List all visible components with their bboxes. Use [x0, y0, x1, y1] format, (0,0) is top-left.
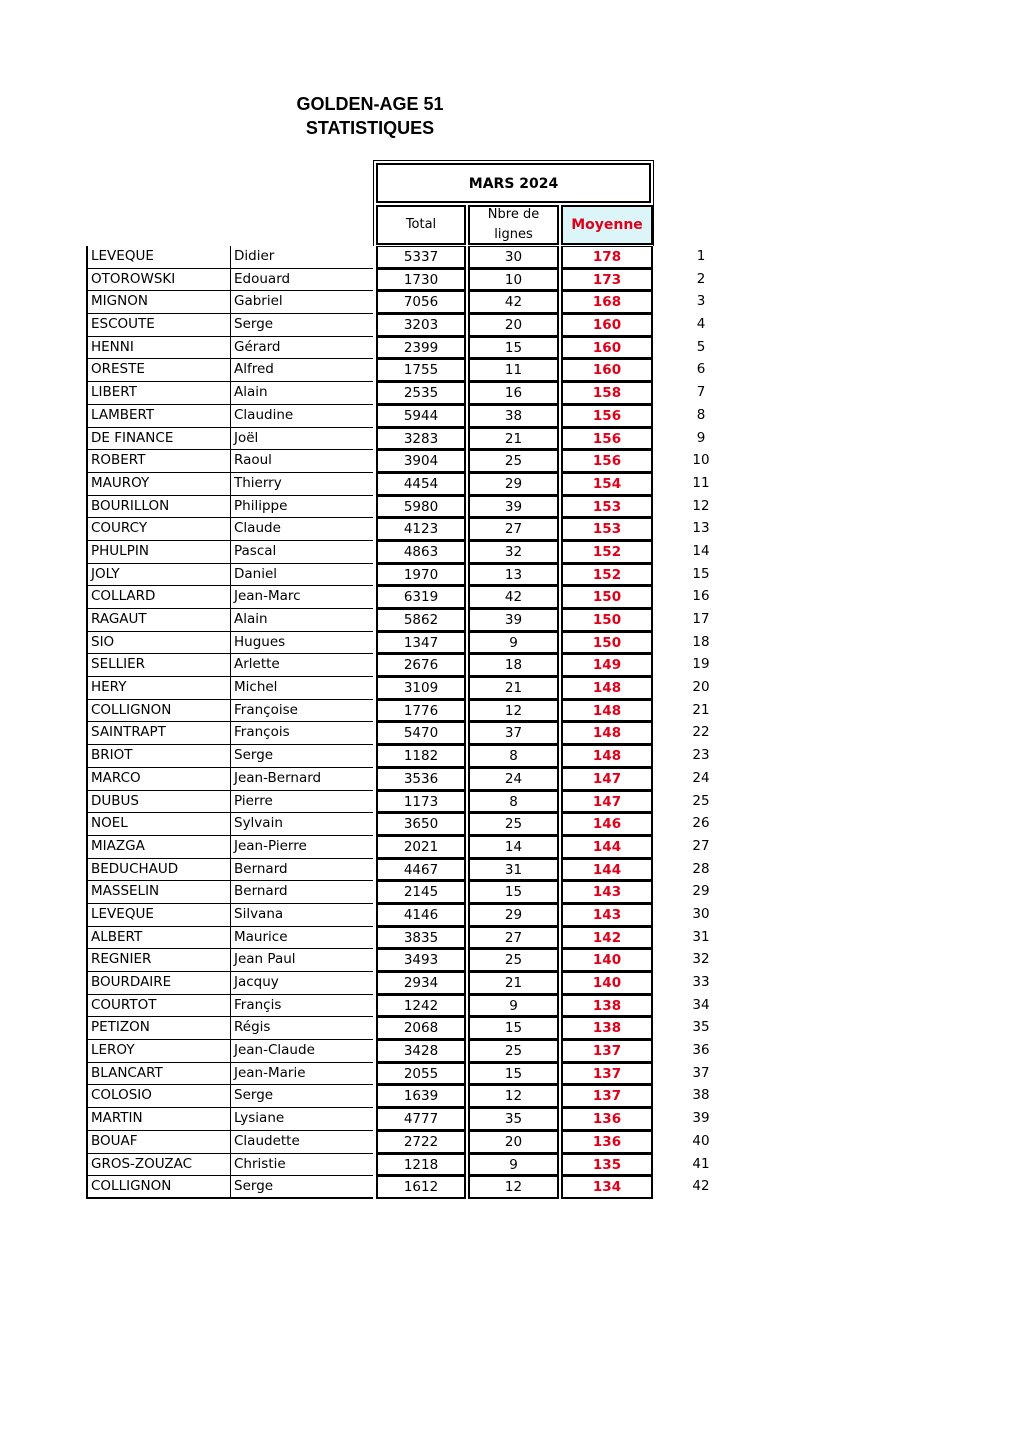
prenom-cell: Françoise	[230, 700, 373, 723]
total-cell: 1639	[376, 1085, 466, 1108]
total-cell: 3493	[376, 949, 466, 972]
nom-cell: NOEL	[86, 813, 230, 836]
rank-cell: 4	[696, 316, 706, 333]
prenom-cell: Pascal	[230, 541, 373, 564]
rank-cell: 37	[692, 1064, 710, 1081]
prenom-cell: Edouard	[230, 269, 373, 292]
prenom-cell: Daniel	[230, 564, 373, 587]
lignes-column-header	[468, 205, 559, 245]
nom-cell: COURTOT	[86, 995, 230, 1018]
moyenne-cell: 138	[561, 995, 653, 1018]
prenom-cell: Christie	[230, 1154, 373, 1177]
lignes-cell: 10	[468, 269, 559, 292]
nom-cell: MASSELIN	[86, 881, 230, 904]
nom-cell: LEVEQUE	[86, 904, 230, 927]
lignes-cell: 32	[468, 541, 559, 564]
prenom-cell: Jean-Pierre	[230, 836, 373, 859]
prenom-cell: Alain	[230, 609, 373, 632]
nom-cell: MAUROY	[86, 473, 230, 496]
lignes-cell: 27	[468, 518, 559, 541]
moyenne-cell: 147	[561, 791, 653, 814]
nom-cell: BLANCART	[86, 1063, 230, 1086]
nom-cell: ESCOUTE	[86, 314, 230, 337]
moyenne-cell: 140	[561, 949, 653, 972]
rank-cell: 29	[692, 883, 710, 900]
nom-cell: MARTIN	[86, 1108, 230, 1131]
moyenne-cell: 150	[561, 609, 653, 632]
total-cell: 1970	[376, 564, 466, 587]
total-cell: 1242	[376, 995, 466, 1018]
moyenne-cell: 150	[561, 632, 653, 655]
total-cell: 2535	[376, 382, 466, 405]
prenom-cell: Jean-Bernard	[230, 768, 373, 791]
prenom-cell: Lysiane	[230, 1108, 373, 1131]
prenom-cell: Raoul	[230, 450, 373, 473]
rank-cell: 26	[692, 815, 710, 832]
lignes-cell: 24	[468, 768, 559, 791]
document-title: GOLDEN-AGE 51	[296, 94, 444, 114]
total-cell: 5980	[376, 496, 466, 519]
nom-cell: MIGNON	[86, 291, 230, 314]
lignes-cell: 21	[468, 428, 559, 451]
prenom-cell: Joël	[230, 428, 373, 451]
total-cell: 6319	[376, 586, 466, 609]
total-cell: 2055	[376, 1063, 466, 1086]
nom-cell: PHULPIN	[86, 541, 230, 564]
nom-cell: HERY	[86, 677, 230, 700]
moyenne-cell: 173	[561, 269, 653, 292]
lignes-cell: 12	[468, 1085, 559, 1108]
moyenne-cell: 136	[561, 1108, 653, 1131]
lignes-cell: 11	[468, 359, 559, 382]
lignes-cell: 25	[468, 1040, 559, 1063]
moyenne-cell: 134	[561, 1176, 653, 1199]
moyenne-cell: 150	[561, 586, 653, 609]
total-cell: 1218	[376, 1154, 466, 1177]
rank-cell: 2	[696, 270, 706, 287]
moyenne-cell: 156	[561, 450, 653, 473]
rank-cell: 10	[692, 452, 710, 469]
nom-cell: RAGAUT	[86, 609, 230, 632]
prenom-cell: Bernard	[230, 881, 373, 904]
nom-cell: SAINTRAPT	[86, 722, 230, 745]
rank-cell: 38	[692, 1087, 710, 1104]
total-cell: 3109	[376, 677, 466, 700]
nom-cell: BRIOT	[86, 745, 230, 768]
total-cell: 2722	[376, 1131, 466, 1154]
nom-cell: ORESTE	[86, 359, 230, 382]
prenom-cell: Régis	[230, 1017, 373, 1040]
nom-cell: BOURILLON	[86, 496, 230, 519]
rank-cell: 8	[696, 406, 706, 423]
moyenne-cell: 148	[561, 745, 653, 768]
lignes-cell: 12	[468, 700, 559, 723]
nom-cell: GROS-ZOUZAC	[86, 1154, 230, 1177]
rank-cell: 23	[692, 747, 710, 764]
rank-cell: 1	[696, 248, 706, 264]
rank-cell: 14	[692, 542, 710, 559]
moyenne-cell: 144	[561, 859, 653, 882]
moyenne-cell: 148	[561, 677, 653, 700]
rank-cell: 28	[692, 860, 710, 877]
rank-cell: 11	[692, 474, 710, 491]
rank-cell: 34	[692, 996, 710, 1013]
moyenne-cell: 135	[561, 1154, 653, 1177]
nom-cell: COLLARD	[86, 586, 230, 609]
rank-cell: 20	[692, 679, 710, 696]
total-cell: 3650	[376, 813, 466, 836]
moyenne-cell: 149	[561, 654, 653, 677]
nom-cell: COLLIGNON	[86, 1176, 230, 1199]
moyenne-cell: 158	[561, 382, 653, 405]
nom-cell: ROBERT	[86, 450, 230, 473]
nom-cell: DE FINANCE	[86, 428, 230, 451]
total-cell: 4863	[376, 541, 466, 564]
prenom-cell: Hugues	[230, 632, 373, 655]
lignes-cell: 29	[468, 473, 559, 496]
prenom-cell: Alfred	[230, 359, 373, 382]
rank-cell: 5	[696, 338, 706, 355]
rank-cell: 3	[696, 293, 706, 310]
moyenne-cell: 160	[561, 314, 653, 337]
lignes-cell: 29	[468, 904, 559, 927]
total-cell: 4467	[376, 859, 466, 882]
lignes-cell: 15	[468, 1017, 559, 1040]
prenom-cell: Gabriel	[230, 291, 373, 314]
rank-cell: 24	[692, 769, 710, 786]
moyenne-cell: 160	[561, 337, 653, 360]
prenom-cell: Jean-Marie	[230, 1063, 373, 1086]
total-cell: 4146	[376, 904, 466, 927]
rank-cell: 18	[692, 633, 710, 650]
total-cell: 5337	[376, 246, 466, 269]
total-cell: 1730	[376, 269, 466, 292]
document-subtitle: STATISTIQUES	[305, 118, 435, 138]
lignes-cell: 15	[468, 881, 559, 904]
total-cell: 3536	[376, 768, 466, 791]
moyenne-cell: 152	[561, 541, 653, 564]
rank-cell: 30	[692, 905, 710, 922]
prenom-cell: Bernard	[230, 859, 373, 882]
total-cell: 3203	[376, 314, 466, 337]
prenom-cell: Jean Paul	[230, 949, 373, 972]
rank-cell: 15	[692, 565, 710, 582]
nom-cell: MIAZGA	[86, 836, 230, 859]
nom-cell: ALBERT	[86, 927, 230, 950]
nom-cell: HENNI	[86, 337, 230, 360]
lignes-cell: 27	[468, 927, 559, 950]
moyenne-cell: 156	[561, 428, 653, 451]
moyenne-cell: 142	[561, 927, 653, 950]
nom-cell: DUBUS	[86, 791, 230, 814]
total-cell: 2676	[376, 654, 466, 677]
rank-cell: 19	[692, 656, 710, 673]
prenom-cell: Thierry	[230, 473, 373, 496]
total-cell: 1182	[376, 745, 466, 768]
rank-cell: 33	[692, 974, 710, 990]
moyenne-cell: 160	[561, 359, 653, 382]
lignes-cell: 42	[468, 291, 559, 314]
moyenne-cell: 136	[561, 1131, 653, 1154]
moyenne-cell: 144	[561, 836, 653, 859]
nom-cell: BOURDAIRE	[86, 972, 230, 995]
rank-cell: 42	[692, 1178, 710, 1195]
prenom-cell: Arlette	[230, 654, 373, 677]
nom-cell: LIBERT	[86, 382, 230, 405]
prenom-cell: Claudette	[230, 1131, 373, 1154]
prenom-cell: Jean-Claude	[230, 1040, 373, 1063]
moyenne-cell: 153	[561, 518, 653, 541]
nom-cell: JOLY	[86, 564, 230, 587]
total-cell: 4454	[376, 473, 466, 496]
lignes-cell: 12	[468, 1176, 559, 1199]
prenom-cell: Philippe	[230, 496, 373, 519]
month-header: MARS 2024	[376, 163, 651, 203]
rank-cell: 7	[696, 384, 706, 401]
nom-cell: REGNIER	[86, 949, 230, 972]
lignes-cell: 39	[468, 609, 559, 632]
rank-cell: 22	[692, 724, 710, 741]
moyenne-cell: 148	[561, 722, 653, 745]
moyenne-cell: 138	[561, 1017, 653, 1040]
total-cell: 2068	[376, 1017, 466, 1040]
moyenne-cell: 137	[561, 1040, 653, 1063]
rank-cell: 31	[692, 928, 710, 945]
nom-cell: LEROY	[86, 1040, 230, 1063]
rank-cell: 27	[692, 837, 710, 854]
total-cell: 1347	[376, 632, 466, 655]
total-cell: 2399	[376, 337, 466, 360]
moyenne-cell: 154	[561, 473, 653, 496]
lignes-cell: 21	[468, 677, 559, 700]
lignes-cell: 35	[468, 1108, 559, 1131]
moyenne-cell: 178	[561, 246, 653, 269]
prenom-cell: Alain	[230, 382, 373, 405]
lignes-cell: 37	[468, 722, 559, 745]
nom-cell: MARCO	[86, 768, 230, 791]
moyenne-cell: 152	[561, 564, 653, 587]
lignes-cell: 30	[468, 246, 559, 269]
total-cell: 5944	[376, 405, 466, 428]
lignes-cell: 16	[468, 382, 559, 405]
rank-cell: 40	[692, 1132, 710, 1149]
moyenne-cell: 148	[561, 700, 653, 723]
rank-cell: 35	[692, 1019, 710, 1036]
lignes-cell: 14	[468, 836, 559, 859]
rank-cell: 41	[692, 1155, 710, 1172]
lignes-cell: 20	[468, 1131, 559, 1154]
total-cell: 3283	[376, 428, 466, 451]
lignes-cell: 15	[468, 1063, 559, 1086]
total-cell: 1776	[376, 700, 466, 723]
moyenne-cell: 147	[561, 768, 653, 791]
moyenne-cell: 140	[561, 972, 653, 995]
total-cell: 3835	[376, 927, 466, 950]
prenom-cell: Gérard	[230, 337, 373, 360]
nom-cell: SELLIER	[86, 654, 230, 677]
total-cell: 1173	[376, 791, 466, 814]
moyenne-cell: 137	[561, 1063, 653, 1086]
total-cell: 1612	[376, 1176, 466, 1199]
rank-cell: 12	[692, 497, 710, 514]
lignes-cell: 42	[468, 586, 559, 609]
nom-cell: LAMBERT	[86, 405, 230, 428]
lignes-cell: 25	[468, 949, 559, 972]
total-cell: 4123	[376, 518, 466, 541]
rank-cell: 13	[692, 520, 710, 537]
lignes-cell: 39	[468, 496, 559, 519]
total-cell: 2934	[376, 972, 466, 995]
rank-cell: 17	[692, 611, 710, 627]
prenom-cell: François	[230, 722, 373, 745]
rank-cell: 6	[696, 361, 706, 378]
moyenne-cell: 146	[561, 813, 653, 836]
nom-cell: BOUAF	[86, 1131, 230, 1154]
moyenne-cell: 156	[561, 405, 653, 428]
total-cell: 7056	[376, 291, 466, 314]
moyenne-cell: 168	[561, 291, 653, 314]
prenom-cell: Maurice	[230, 927, 373, 950]
nom-cell: COLLIGNON	[86, 700, 230, 723]
rank-cell: 36	[692, 1042, 710, 1059]
prenom-cell: Serge	[230, 745, 373, 768]
rank-cell: 32	[692, 951, 710, 968]
total-cell: 4777	[376, 1108, 466, 1131]
total-cell: 3428	[376, 1040, 466, 1063]
moyenne-cell: 143	[561, 904, 653, 927]
total-cell: 1755	[376, 359, 466, 382]
prenom-cell: Serge	[230, 1176, 373, 1199]
moyenne-column-header: Moyenne	[561, 205, 653, 245]
nom-cell: PETIZON	[86, 1017, 230, 1040]
total-cell: 5862	[376, 609, 466, 632]
lignes-cell: 21	[468, 972, 559, 995]
total-cell: 2021	[376, 836, 466, 859]
prenom-cell: Serge	[230, 314, 373, 337]
lignes-cell: 13	[468, 564, 559, 587]
nom-cell: BEDUCHAUD	[86, 859, 230, 882]
rank-cell: 9	[696, 429, 706, 446]
prenom-cell: Pierre	[230, 791, 373, 814]
lignes-cell: 8	[468, 791, 559, 814]
rank-cell: 39	[692, 1110, 710, 1127]
lignes-cell: 8	[468, 745, 559, 768]
moyenne-cell: 137	[561, 1085, 653, 1108]
total-cell: 3904	[376, 450, 466, 473]
prenom-cell: Sylvain	[230, 813, 373, 836]
prenom-cell: Serge	[230, 1085, 373, 1108]
nom-cell: COURCY	[86, 518, 230, 541]
prenom-cell: Jacquy	[230, 972, 373, 995]
prenom-cell: Claude	[230, 518, 373, 541]
total-cell: 2145	[376, 881, 466, 904]
lignes-cell: 9	[468, 632, 559, 655]
lignes-cell: 31	[468, 859, 559, 882]
lignes-cell: 25	[468, 450, 559, 473]
rank-cell: 21	[692, 701, 710, 718]
nom-cell: COLOSIO	[86, 1085, 230, 1108]
lignes-header-label: Nbre de lignes	[487, 207, 540, 242]
rank-cell: 16	[692, 588, 710, 605]
total-column-header: Total	[376, 205, 466, 245]
lignes-cell: 25	[468, 813, 559, 836]
lignes-cell: 15	[468, 337, 559, 360]
prenom-cell: Silvana	[230, 904, 373, 927]
lignes-cell: 20	[468, 314, 559, 337]
lignes-cell: 18	[468, 654, 559, 677]
rank-cell: 25	[692, 792, 710, 809]
lignes-cell: 9	[468, 995, 559, 1018]
moyenne-cell: 153	[561, 496, 653, 519]
total-cell: 5470	[376, 722, 466, 745]
prenom-cell: Michel	[230, 677, 373, 700]
nom-cell: OTOROWSKI	[86, 269, 230, 292]
prenom-cell: Jean-Marc	[230, 586, 373, 609]
nom-cell: LEVEQUE	[86, 246, 230, 269]
prenom-cell: Françis	[230, 995, 373, 1018]
moyenne-cell: 143	[561, 881, 653, 904]
prenom-cell: Didier	[230, 246, 373, 269]
lignes-cell: 9	[468, 1154, 559, 1177]
prenom-cell: Claudine	[230, 405, 373, 428]
lignes-cell: 38	[468, 405, 559, 428]
nom-cell: SIO	[86, 632, 230, 655]
